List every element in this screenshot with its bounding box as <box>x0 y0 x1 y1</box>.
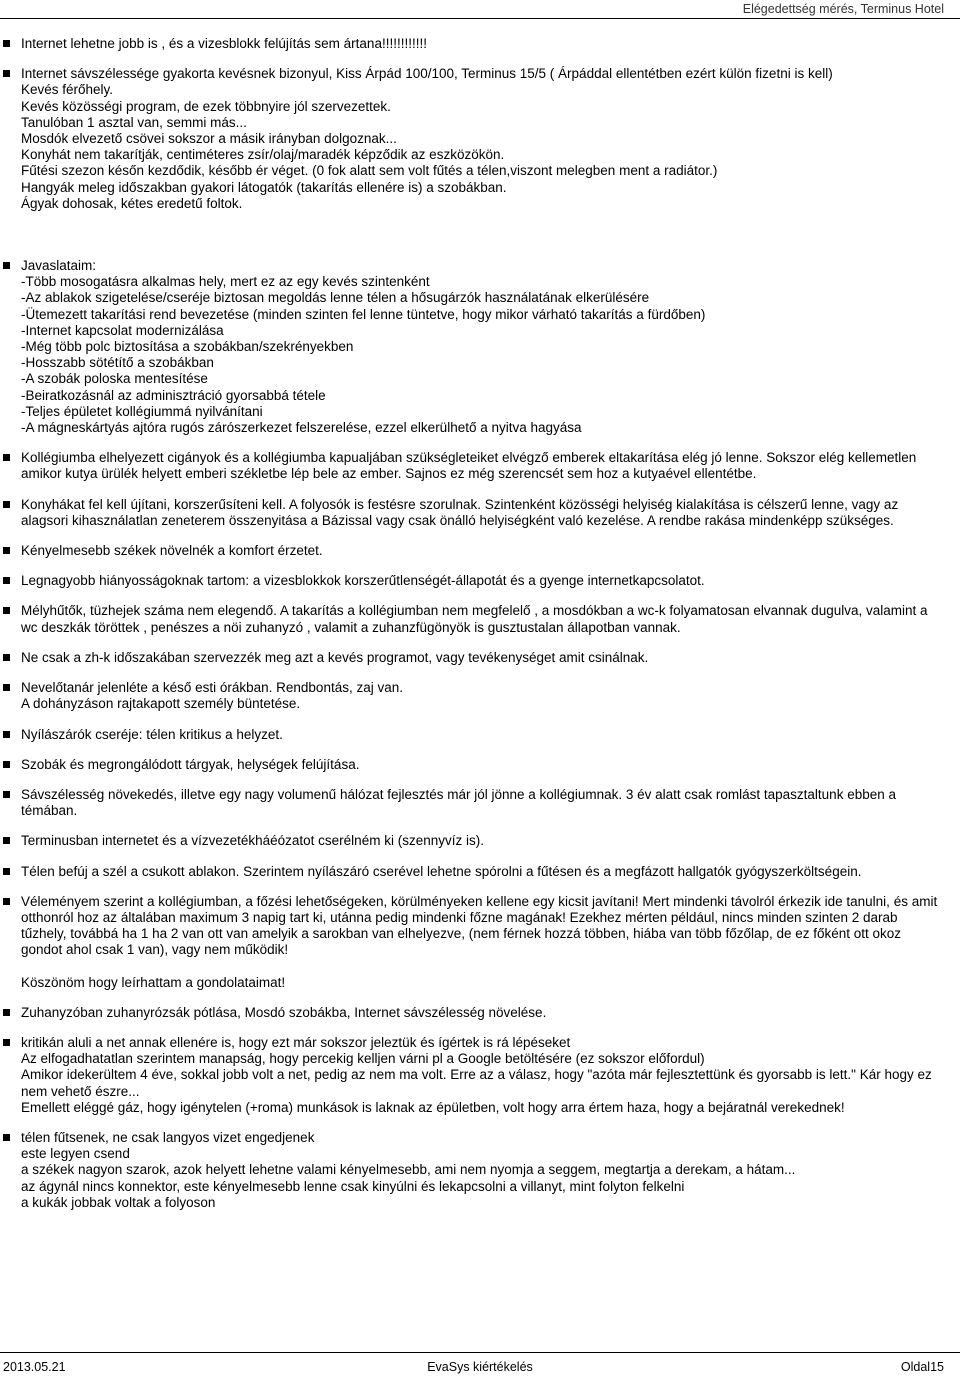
square-bullet-icon <box>3 1039 10 1046</box>
comment-item <box>0 894 960 991</box>
square-bullet-icon <box>3 607 10 614</box>
comment-item <box>0 787 960 819</box>
comment-item <box>0 1035 960 1116</box>
square-bullet-icon <box>3 868 10 875</box>
comment-line: Kevés férőhely. <box>21 82 114 98</box>
comment-line: Zuhanyzóban zuhanyrózsák pótlása, Mosdó szobákba, Internet sávszélesség növelése. <box>21 1004 547 1020</box>
comment-line: télen fűtsenek, ne csak langyos vizet engedjenek <box>21 1129 315 1145</box>
comment-item <box>0 680 960 712</box>
comment-line: Konyhákat fel kell újítani, korszerűsíteni kell. A folyosók is festésre szorulnak. Szintenként közösségi helyiség kialakítása is célszerű lenne, vagy az alagsori kihasználatlan zeneterem összenyitása a Bázissal vagy csak önálló helyiségként való kezelése. A rendbe rakása mindenképp szükséges. <box>21 496 899 528</box>
comment-line: -Hosszabb sötétítő a szobákban <box>21 355 214 371</box>
comment-line: Hangyák meleg időszakban gyakori látogatók (takarítás ellenére is) a szobákban. <box>21 179 507 195</box>
comment-item <box>0 727 960 743</box>
comment-line <box>21 212 946 228</box>
comment-line: kritikán aluli a net annak ellenére is, hogy ezt már sokszor jeleztük és ígértek is rá lépéseket <box>21 1034 571 1050</box>
square-bullet-icon <box>3 731 10 738</box>
comment-item <box>0 66 960 244</box>
comment-line: Javaslataim: <box>21 258 97 274</box>
comment-line: A dohányzáson rajtakapott személy büntetése. <box>21 696 301 712</box>
comment-line: Konyhát nem takarítják, centiméteres zsír/olaj/maradék képződik az eszközökön. <box>21 147 505 163</box>
comment-line: Nyílászárók cseréje: télen kritikus a helyzet. <box>21 726 283 742</box>
comment-line: Legnagyobb hiányosságoknak tartom: a vizesblokkok korszerűtlenségét-állapotát és a gyenge internetkapcsolatot. <box>21 573 705 589</box>
comment-line: -Az ablakok szigetelése/cseréje biztosan megoldás lenne télen a hősugárzók használatának elkerülésére <box>21 290 650 306</box>
page-footer <box>0 1352 960 1377</box>
square-bullet-icon <box>3 577 10 584</box>
comment-item <box>0 757 960 773</box>
comment-item <box>0 573 960 589</box>
comment-line: Kollégiumba elhelyezett cigányok és a kollégiumba kapualjában szükségleteiket elvégző emberek eltakarítása elég jó lenne. Sokszor elég kellemetlen amikor kutya ürülék helyett emberi székletbe lép bele az ember. Sajnos ez még szerencsét sem hoz a kutyaével ellentétbe. <box>21 450 917 482</box>
footer-date: 2013.05.21 <box>3 1360 66 1374</box>
comment-item <box>0 543 960 559</box>
comment-line: este legyen csend <box>21 1146 130 1162</box>
square-bullet-icon <box>3 501 10 508</box>
comment-item <box>0 864 960 880</box>
comment-list <box>0 36 960 1225</box>
square-bullet-icon <box>3 761 10 768</box>
comment-line: -Beiratkozásnál az adminisztráció gyorsabbá tétele <box>21 387 326 403</box>
comment-line: Szobák és megrongálódott tárgyak, helységek felújítása. <box>21 756 360 772</box>
comment-line: Télen befúj a szél a csukott ablakon. Szerintem nyílászáró cserével lehetne spórolni a fűtésen és a megfázott hallgatók gyógyszerköltségein. <box>21 863 862 879</box>
comment-line: -A mágneskártyás ajtóra rugós zárószerkezet felszerelése, ezzel elkerülhető a nyitva hagyása <box>21 420 582 436</box>
comment-item <box>0 1130 960 1211</box>
footer-page-number: Oldal15 <box>900 1360 944 1374</box>
comment-line: Köszönöm hogy leírhattam a gondolataimat! <box>21 974 286 990</box>
comment-line: Kevés közösségi program, de ezek többnyire jól szervezettek. <box>21 98 391 114</box>
comment-line: -Több mosogatásra alkalmas hely, mert ez az egy kevés szintenként <box>21 274 430 290</box>
comment-line: -Internet kapcsolat modernizálása <box>21 322 224 338</box>
square-bullet-icon <box>3 1134 10 1141</box>
comment-line: -Teljes épületet kollégiummá nyilvánítani <box>21 403 263 419</box>
square-bullet-icon <box>3 1009 10 1016</box>
square-bullet-icon <box>3 70 10 77</box>
comment-line: -A szobák poloska mentesítése <box>21 371 208 387</box>
comment-line: Véleményem szerint a kollégiumban, a főzési lehetőségeken, körülményeken kellene egy kicsit javítani! Mert mindenki távolról érkezik ide tanulni, és amit otthonról hoz az általában maximum 3 napig tart ki, utánna pedig mindenki főzne magának! Ezekhez mérten például, nincs minden szinten 2 darab tűzhely, továbbá ha 1 ha 2 van ott van amelyik a sarokban van elhelyezve, (nem férnek hozzá többen, hiába van több főzőlap, de ez főként ott okoz gondot ahol csak 1 van), vagy nem működik! <box>21 893 938 958</box>
comment-line: Tanulóban 1 asztal van, semmi más... <box>21 114 247 130</box>
square-bullet-icon <box>3 684 10 691</box>
square-bullet-icon <box>3 454 10 461</box>
comment-line: Ne csak a zh-k időszakában szervezzék meg azt a kevés programot, vagy tevékenységet amit csinálnak. <box>21 649 649 665</box>
square-bullet-icon <box>3 547 10 554</box>
comment-line: Emellett eléggé gáz, hogy igénytelen (+roma) munkások is laknak az épületben, volt hogy arra értem haza, hogy a bejáratnál verekednek! <box>21 1099 845 1115</box>
page-header <box>0 0 960 19</box>
comment-line: Internet sávszélessége gyakorta kevésnek bizonyul, Kiss Árpád 100/100, Terminus 15/5 ( Árpáddal ellentétben ezért külön fizetni is kell) <box>21 66 833 82</box>
square-bullet-icon <box>3 898 10 905</box>
comment-line <box>21 959 946 975</box>
comment-line: Nevelőtanár jelenléte a késő esti órákban. Rendbontás, zaj van. <box>21 680 403 696</box>
comment-line: Mosdók elvezető csövei sokszor a másik irányban dolgoznak... <box>21 131 397 147</box>
comment-item <box>0 1005 960 1021</box>
comment-item <box>0 450 960 482</box>
comment-line: Kényelmesebb székek növelnék a komfort érzetet. <box>21 543 323 559</box>
comment-line: Fűtési szezon későn kezdődik, később ér véget. (0 fok alatt sem volt fűtés a télen,viszont melegben ment a radiátor.) <box>21 163 718 179</box>
header-title: Elégedettség mérés, Terminus Hotel <box>742 2 944 16</box>
footer-title: EvaSys kiértékelés <box>427 1360 533 1374</box>
square-bullet-icon <box>3 40 10 47</box>
square-bullet-icon <box>3 837 10 844</box>
comment-line: az ágynál nincs konnektor, este kényelmesebb lenne csak kinyúlni és lekapcsolni a villanyt, mint folyton felkelni <box>21 1178 685 1194</box>
comment-line: -Ütemezett takarítási rend bevezetése (minden szinten fel lenne tüntetve, hogy mikor várható takarítás a fürdőben) <box>21 306 706 322</box>
comment-item <box>0 36 960 52</box>
comment-line: Internet lehetne jobb is , és a vizesblokk felújítás sem ártana!!!!!!!!!!!! <box>21 36 427 51</box>
comment-item <box>0 603 960 635</box>
comment-line: a kukák jobbak voltak a folyoson <box>21 1194 216 1210</box>
square-bullet-icon <box>3 262 10 269</box>
comment-item <box>0 497 960 529</box>
comment-item <box>0 258 960 436</box>
comment-line: Sávszélesség növekedés, illetve egy nagy volumenű hálózat fejlesztés már jól jönne a kollégiumnak. 3 év alatt csak romlást tapasztaltunk ebben a témában. <box>21 786 896 819</box>
comment-line: -Még több polc biztosítása a szobákban/szekrényekben <box>21 339 354 355</box>
comment-line: Amikor idekerültem 4 éve, sokkal jobb volt a net, pedig az nem ma volt. Erre az a válasz, hogy "azóta már fejlesztettünk és gyorsabb is lett." Kár hogy ez nem vehető észre... <box>21 1067 932 1099</box>
comment-line <box>21 228 946 244</box>
comment-item <box>0 650 960 666</box>
comment-line: Mélyhűtők, tüzhejek száma nem elegendő. A takarítás a kollégiumban nem megfelelő , a mosdókban a wc-k folyamatosan elvannak dugulva, valamint a wc deszkák töröttek , penészes a nöi zuhanyzó , valamit a zuhanzfügönyök is gusztustalan állapotban vannak. <box>21 603 928 635</box>
comment-line: Terminusban internetet és a vízvezetékháéózatot cserélném ki (szennyvíz is). <box>21 833 484 849</box>
comment-line: Az elfogadhatatlan szerintem manapság, hogy percekig kelljen várni pl a Google betöltésére (ez sokszor előfordul) <box>21 1051 705 1067</box>
comment-line: Ágyak dohosak, kétes eredetű foltok. <box>21 195 243 211</box>
square-bullet-icon <box>3 654 10 661</box>
comment-item <box>0 833 960 849</box>
comment-line: a székek nagyon szarok, azok helyett lehetne valami kényelmesebb, ami nem nyomja a seggem, megtartja a derekam, a hátam... <box>21 1162 796 1178</box>
square-bullet-icon <box>3 791 10 798</box>
